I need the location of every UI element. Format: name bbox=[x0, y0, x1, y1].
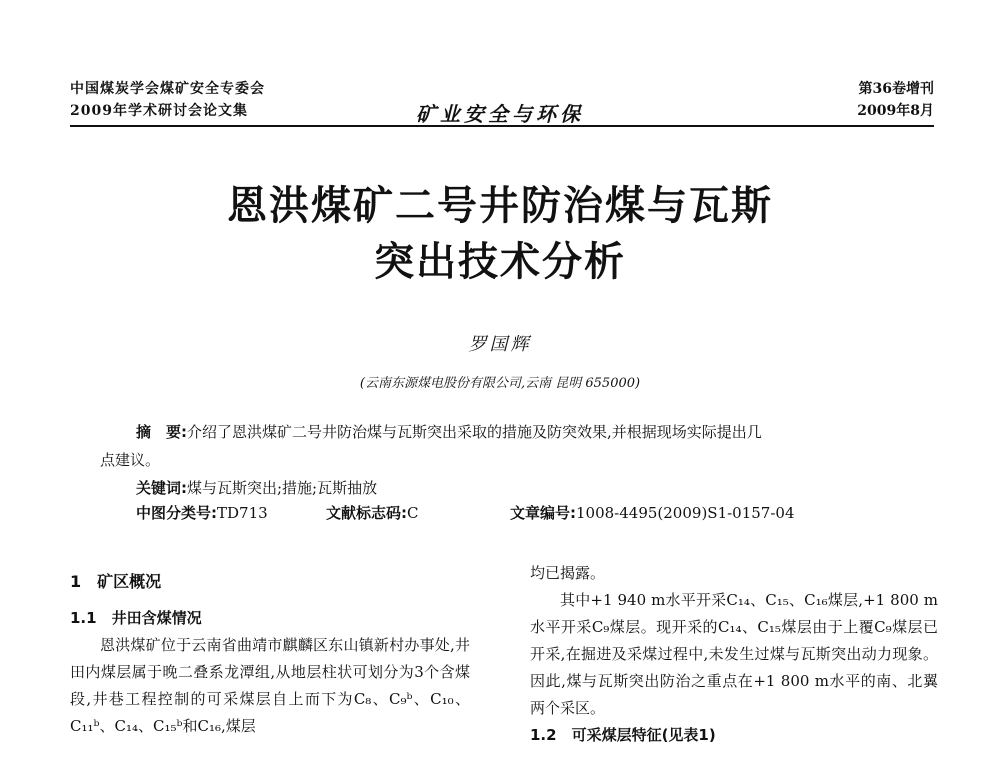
proceedings-name: 2009年学术研讨会论文集 bbox=[70, 103, 248, 119]
clc-value: TD713 bbox=[217, 504, 268, 522]
body-paragraph-continued: 均已揭露。 bbox=[530, 564, 606, 582]
title-line-2: 突出技术分析 bbox=[374, 239, 626, 285]
section-1-heading: 1 矿区概况 bbox=[70, 572, 162, 591]
body-paragraph: 恩洪煤矿位于云南省曲靖市麒麟区东山镇新村办事处,井田内煤层属于晚二叠系龙潭组,从地层柱状可划分为3个含煤段,井巷工程控制的可采煤层自上而下为C₈、C₉ᵇ、C₁₀、C₁₁ᵇ、C₁₄、C₁₅ᵇ和C₁₆,煤层 bbox=[70, 636, 470, 735]
subsection-1-2-heading: 1.2 可采煤层特征(见表1) bbox=[530, 726, 716, 744]
header-rule bbox=[70, 125, 934, 127]
doccode-label: 文献标志码: bbox=[326, 504, 407, 522]
article-no-value: 1008-4495(2009)S1-0157-04 bbox=[576, 504, 795, 522]
keywords-line bbox=[100, 474, 910, 502]
abstract-line bbox=[100, 418, 910, 446]
society-name: 中国煤炭学会煤矿安全专委会 bbox=[70, 81, 265, 97]
running-header-right bbox=[857, 78, 934, 122]
article-no-label: 文章编号: bbox=[510, 504, 576, 522]
author-affiliation: (云南东源煤电股份有限公司,云南 昆明 655000) bbox=[359, 376, 641, 391]
title-line-1: 恩洪煤矿二号井防治煤与瓦斯 bbox=[227, 183, 773, 229]
keywords-text: 煤与瓦斯突出;措施;瓦斯抽放 bbox=[187, 479, 378, 497]
journal-name: 矿业安全与环保 bbox=[416, 102, 584, 126]
left-column bbox=[70, 560, 470, 740]
subsection-1-1-heading: 1.1 井田含煤情况 bbox=[70, 609, 202, 627]
doccode-field bbox=[326, 502, 510, 523]
abstract-text-1: 介绍了恩洪煤矿二号井防治煤与瓦斯突出采取的措施及防突效果,并根据现场实际提出几 bbox=[187, 423, 762, 441]
doccode-value: C bbox=[407, 504, 419, 522]
body-paragraph: 其中+1 940 m水平开采C₁₄、C₁₅、C₁₆煤层,+1 800 m水平开采C₉煤层。现开采的C₁₄、C₁₅煤层由于上覆C₉煤层已开采,在掘进及采煤过程中,未发生过煤与瓦斯突出动力现象。因此,煤与瓦斯突出防治之重点在+1 800 m水平的南、北翼两个采区。 bbox=[530, 591, 938, 717]
classification-line bbox=[136, 502, 795, 523]
author-name: 罗国辉 bbox=[468, 334, 532, 355]
abstract-text-2: 点建议。 bbox=[100, 451, 161, 469]
right-column bbox=[530, 560, 938, 749]
paper-title bbox=[0, 178, 1000, 290]
clc-label: 中图分类号: bbox=[136, 504, 217, 522]
abstract-label: 摘 要: bbox=[136, 423, 187, 441]
volume-label: 第36卷增刊 bbox=[858, 81, 934, 97]
issue-date: 2009年8月 bbox=[857, 103, 934, 119]
abstract-block bbox=[100, 418, 910, 502]
article-no-field bbox=[510, 502, 795, 523]
clc-field bbox=[136, 502, 326, 523]
keywords-label: 关键词: bbox=[136, 479, 187, 497]
